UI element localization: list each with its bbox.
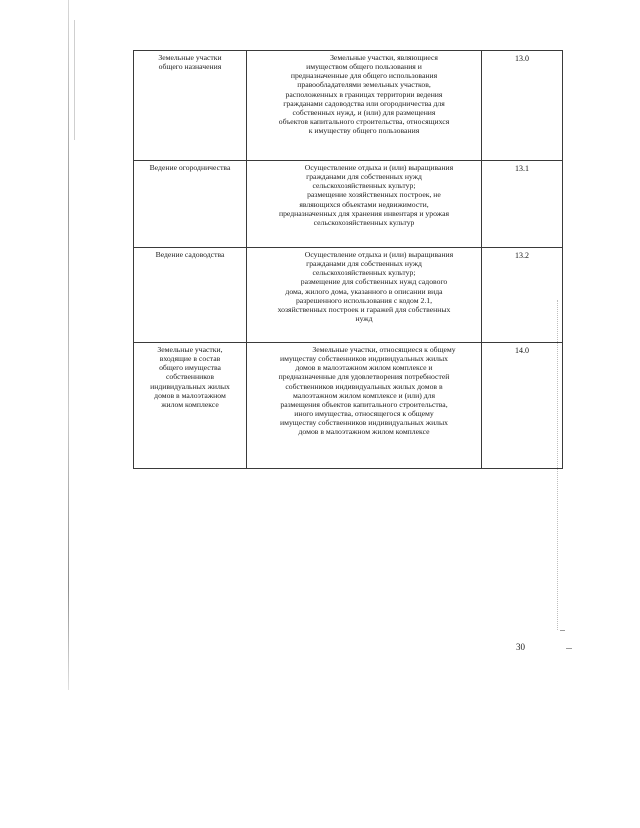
- use-name-cell: Земельные участки общего назначения: [134, 51, 247, 161]
- scan-mark: [566, 648, 572, 649]
- use-description-cell: Осуществление отдыха и (или) выращивания гражданами для собственных нужд сельскохозяйственных культур; размещение для собственных нужд садового дома, жилого дома, указанного в описании вида разрешенного использования с кодом 2.1, хозяйственных построек и гаражей для собственных нужд: [247, 248, 482, 343]
- table-row: [134, 343, 563, 469]
- use-description-cell: Земельные участки, являющиеся имуществом общего пользования и предназначенные для общего использования правообладателями земельных участков, расположенных в границах территории ведения гражданами садоводства или огородничества для собственных нужд, и (или) для размещения объектов капитального строительства, относящихся к имуществу общего пользования: [247, 51, 482, 161]
- table-row: [134, 161, 563, 248]
- use-code-cell: 13.2: [482, 248, 563, 343]
- use-name-cell: Земельные участки, входящие в состав общего имущества собственников индивидуальных жилых домов в малоэтажном жилом комплексе: [134, 343, 247, 469]
- scan-edge-line: [74, 20, 75, 140]
- scan-edge-line: [68, 0, 69, 690]
- land-use-table: [133, 50, 563, 469]
- use-name-cell: Ведение огородничества: [134, 161, 247, 248]
- page-number: 30: [516, 642, 525, 652]
- use-name-cell: Ведение садоводства: [134, 248, 247, 343]
- use-description-cell: Земельные участки, относящиеся к общему имуществу собственников индивидуальных жилых домов в малоэтажном жилом комплексе и предназначенные для удовлетворения потребностей собственников индивидуальных жилых домов в малоэтажном жилом комплексе и (или) для размещения объектов капитального строительства, иного имущества, относящегося к общему имуществу собственников индивидуальных жилых домов в малоэтажном жилом комплексе: [247, 343, 482, 469]
- table-row: [134, 51, 563, 161]
- use-code-cell: 14.0: [482, 343, 563, 469]
- table-row: [134, 248, 563, 343]
- use-code-cell: 13.1: [482, 161, 563, 248]
- use-code-cell: 13.0: [482, 51, 563, 161]
- scan-mark: [560, 630, 565, 631]
- use-description-cell: Осуществление отдыха и (или) выращивания гражданами для собственных нужд сельскохозяйственных культур; размещение хозяйственных построек, не являющихся объектами недвижимости, предназначенных для хранения инвентаря и урожая сельскохозяйственных культур: [247, 161, 482, 248]
